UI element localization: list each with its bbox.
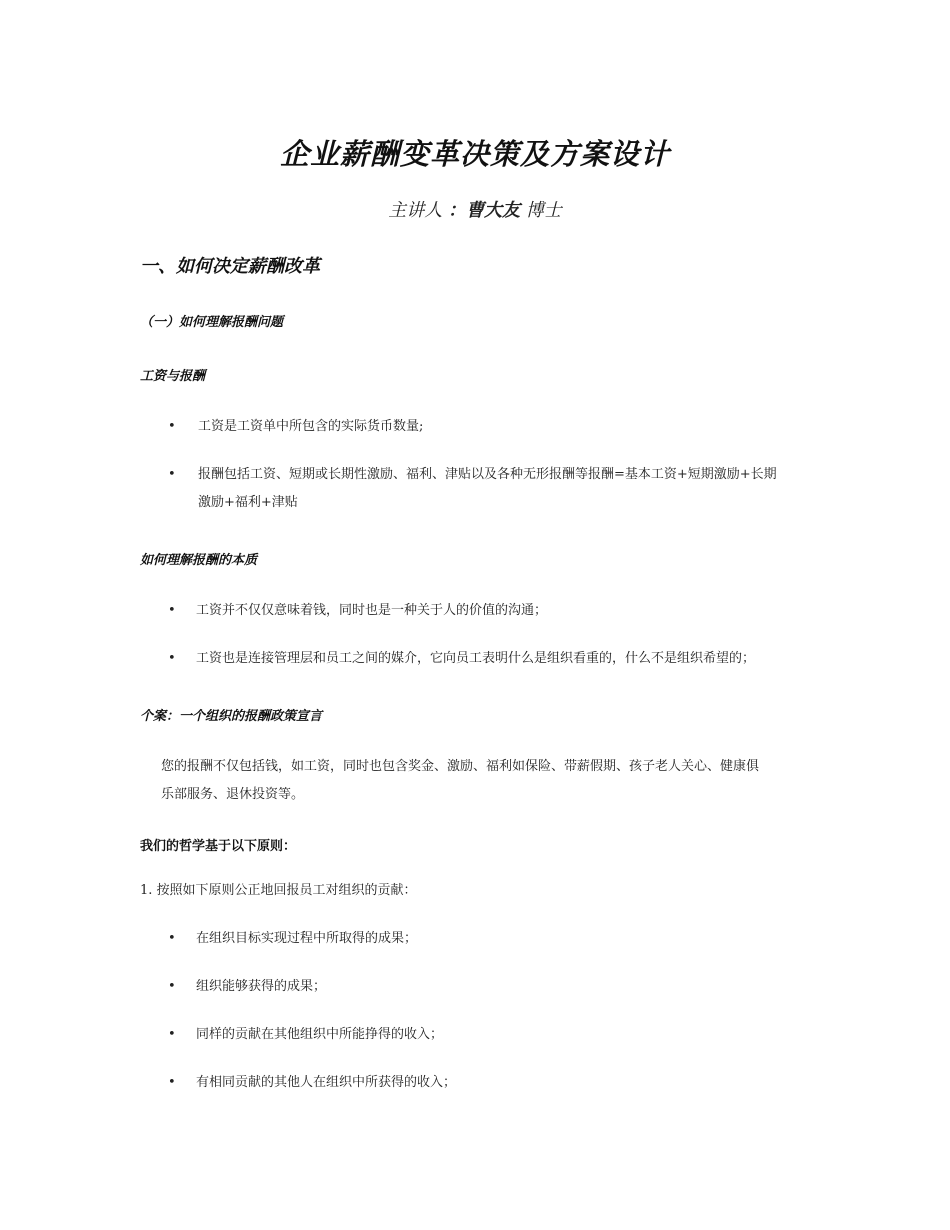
subtitle-colon: ： — [448, 200, 466, 221]
bullet-icon: • — [168, 979, 176, 994]
bullet-icon: • — [168, 931, 176, 946]
document-subtitle — [0, 196, 950, 222]
list-item-continuation: 激励+福利+津贴 — [198, 495, 298, 510]
group-heading-essence: 如何理解报酬的本质 — [140, 553, 258, 568]
subtitle-prefix: 主讲人 — [388, 200, 448, 221]
case-heading: 个案：一个组织的报酬政策宣言 — [140, 709, 323, 724]
subsection-heading: （一）如何理解报酬问题 — [140, 315, 284, 330]
subtitle-suffix: 博士 — [520, 200, 562, 221]
philosophy-heading: 我们的哲学基于以下原则： — [140, 839, 297, 854]
principle-line: 1. 按照如下原则公正地回报员工对组织的贡献： — [140, 883, 417, 898]
document-page: 企业薪酬变革决策及方案设计 主讲人 ：曹大友 博士 一、如何决定薪酬改革 （一）如何理解报酬问题 工资与报酬 • 工资是工资单中所包含的实际货币数量; • 报酬包括工资、短期或长期性激励、福利、津贴以及各种无形报酬等报酬=基本工资+短期激励+长期 激励+福利+津贴 如何理解报酬的本质 • 工资并不仅仅意味着钱，同时也是一种关于人的价值的沟通； • 工资也是连接管理层和员工之间的媒介，它向员工表明什么是组织看重的，什么不是组织希望的； 个案：一个组织的报酬政策宣言 您的报酬不仅包括钱，如工资，同时也包含奖金、激励、福利如保险、带薪假期、孩子老人关心、健康俱 乐部服务、退休投资等。 我们的哲学基于以下原则： 1. 按照如下原则公正地回报员工对组织的贡献： • 在组织目标实现过程中所取得的成果； • 组织能够获得的成果； • 同样的贡献在其他组织中所能挣得的收入； • 有相同贡献的其他人在组织中所获得的收入； — [0, 0, 950, 1230]
bullet-icon: • — [168, 467, 176, 482]
group-heading-wage: 工资与报酬 — [140, 369, 206, 384]
section-heading: 一、如何决定薪酬改革 — [140, 256, 320, 277]
document-title: 企业薪酬变革决策及方案设计 — [279, 137, 670, 171]
bullet-icon: • — [168, 651, 176, 666]
bullet-icon: • — [168, 603, 176, 618]
case-paragraph-line: 您的报酬不仅包括钱，如工资，同时也包含奖金、激励、福利如保险、带薪假期、孩子老人关心、健康俱 — [161, 759, 760, 774]
case-paragraph-line: 乐部服务、退休投资等。 — [161, 787, 305, 802]
bullet-icon: • — [168, 1027, 176, 1042]
speaker-name: 曹大友 — [466, 200, 520, 221]
bullet-icon: • — [168, 1075, 176, 1090]
bullet-icon: • — [168, 419, 176, 434]
